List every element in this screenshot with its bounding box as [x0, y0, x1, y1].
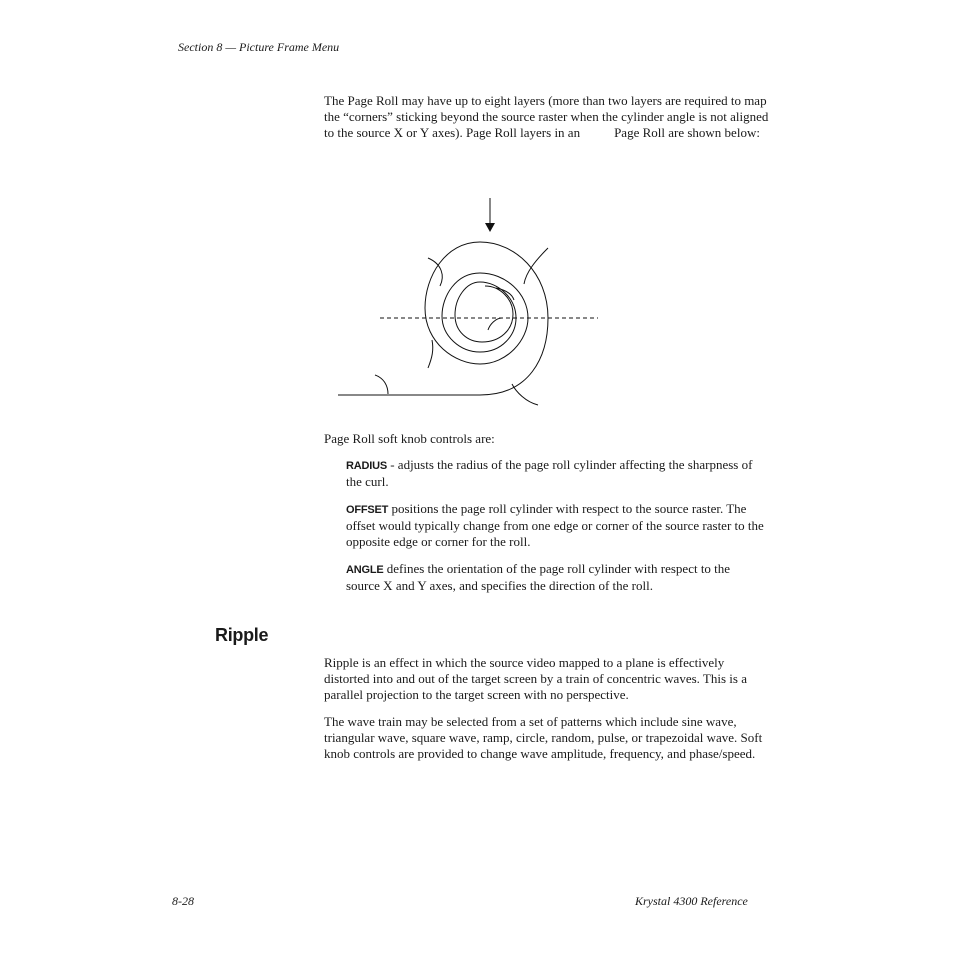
layer-mark-foot [375, 375, 388, 394]
page-roll-layers-diagram [330, 190, 610, 410]
radius-text: - adjusts the radius of the page roll cylinder affecting the sharpness of the curl. [346, 457, 753, 489]
layer-mark-right-lower [512, 384, 538, 405]
page-number: 8-28 [172, 894, 194, 908]
offset-control-description [346, 501, 766, 550]
intro-paragraph [324, 93, 769, 141]
offset-keyword: OFFSET [346, 504, 389, 516]
ripple-heading: Ripple [215, 625, 269, 645]
controls-intro: Page Roll soft knob controls are: [324, 431, 495, 446]
document-title: Krystal 4300 Reference [635, 894, 748, 908]
angle-control-description [346, 561, 766, 594]
radius-control-description [346, 457, 766, 490]
running-header: Section 8 — Picture Frame Menu [178, 40, 340, 54]
angle-keyword: ANGLE [346, 564, 384, 576]
offset-text: positions the page roll cylinder with respect to the source raster. The offset would typically change from one edge or corner of the source raster to the opposite edge or corner for the roll. [346, 501, 764, 549]
intro-text-part1: The Page Roll may have up to eight layers (more than two layers are required to map the “corners” sticking beyond the source raster when the cylinder angle is not aligned to the source X or Y axes). Page Roll layers in an [324, 93, 769, 140]
layer-mark-inner-lower [488, 318, 502, 330]
radius-keyword: RADIUS [346, 460, 387, 472]
arrow-head [485, 223, 495, 232]
layer-mark-left-lower [428, 340, 433, 368]
angle-text: defines the orientation of the page roll cylinder with respect to the source X and Y axes, and specifies the direction of the roll. [346, 561, 731, 593]
layer-mark-right-upper [524, 248, 548, 284]
ripple-paragraph-2: The wave train may be selected from a set of patterns which include sine wave, triangular wave, square wave, ramp, circle, random, pulse, or trapezoidal wave. Soft knob controls are provided to change wave amplitude, frequency, and phase/speed. [324, 714, 763, 761]
intro-text-part2: Page Roll are shown below: [614, 125, 760, 140]
ripple-paragraph-1: Ripple is an effect in which the source video mapped to a plane is effectively distorted into and out of the target screen by a train of concentric waves. This is a parallel projection to the target screen with no perspective. [324, 655, 747, 702]
